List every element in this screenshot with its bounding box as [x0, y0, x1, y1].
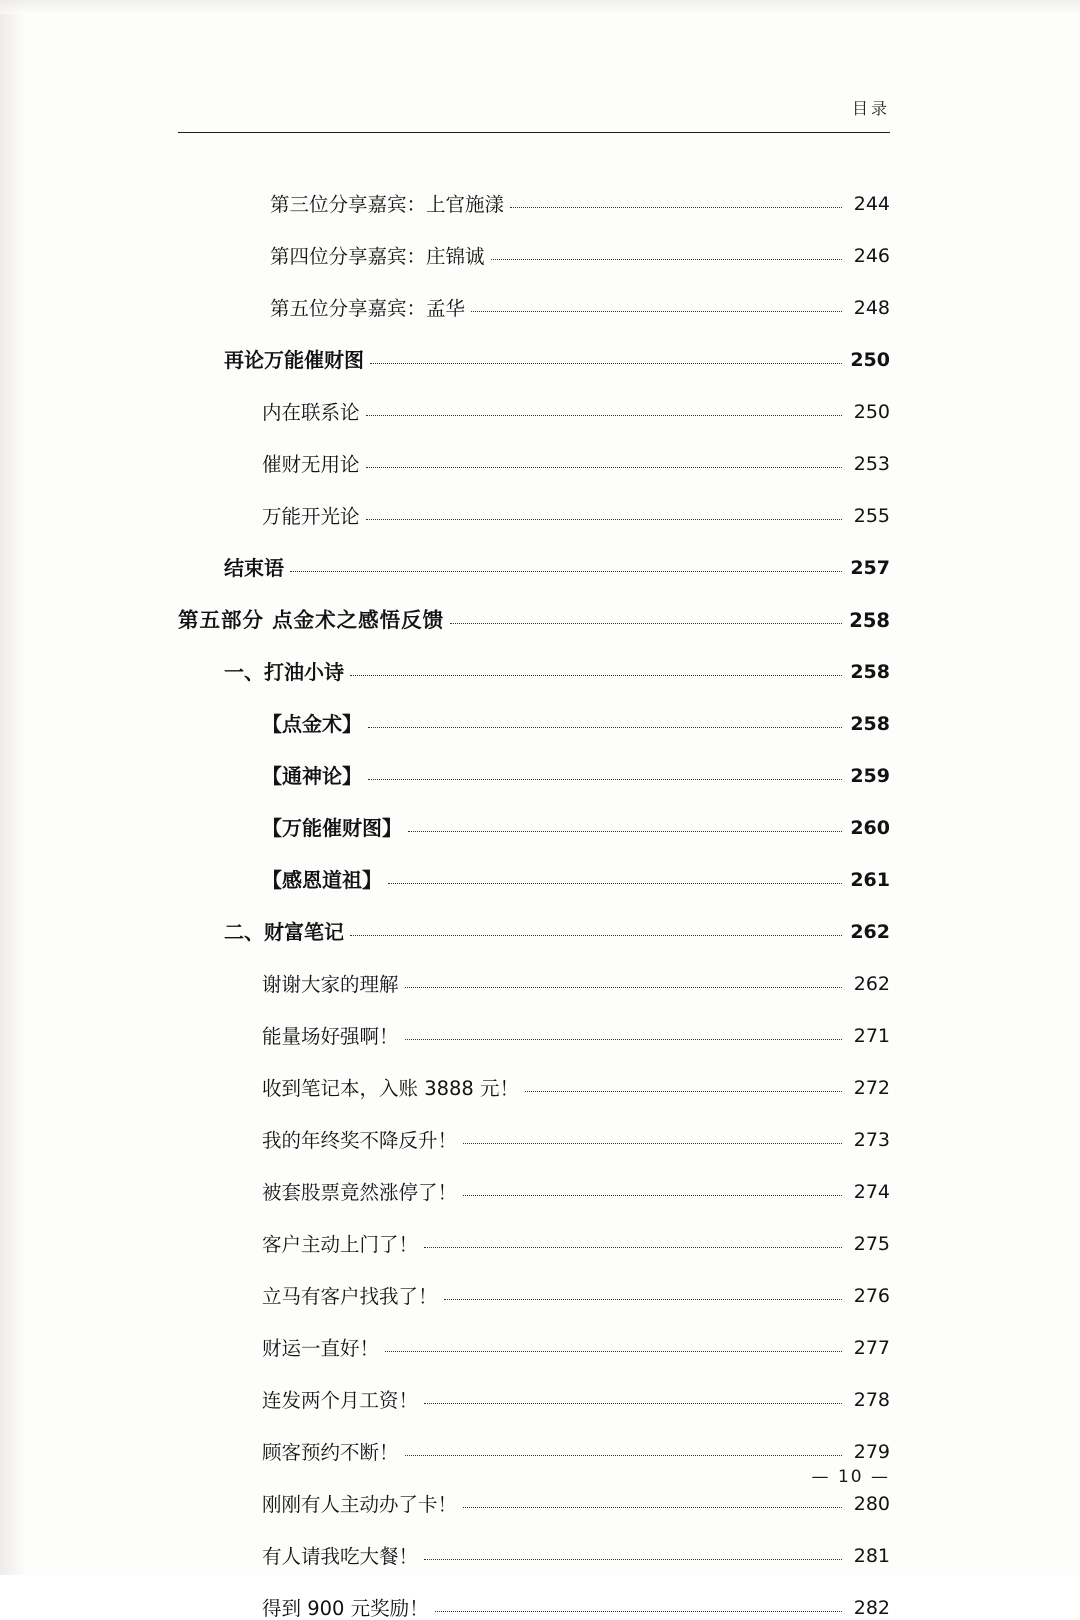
- toc-leader-dots: [424, 1393, 842, 1404]
- toc-entry-page: 262: [850, 921, 890, 943]
- toc-leader-dots: [368, 717, 842, 728]
- toc-entry[interactable]: [178, 578, 890, 630]
- scan-edge-left: [0, 0, 26, 1575]
- toc-entry[interactable]: [178, 1098, 890, 1150]
- toc-entry-page: 260: [850, 817, 890, 839]
- toc-entry-page: 262: [853, 973, 890, 995]
- toc-leader-dots: [463, 1133, 842, 1144]
- toc-entry[interactable]: [178, 474, 890, 526]
- toc-entry-page: 277: [853, 1337, 890, 1359]
- toc-entry-label: 【万能催财图】: [262, 816, 402, 840]
- toc-leader-dots: [491, 249, 842, 260]
- toc-entry-label: 第四位分享嘉宾：庄锦诚: [270, 244, 485, 268]
- toc-entry-page: 250: [853, 401, 890, 423]
- toc-entry[interactable]: [178, 266, 890, 318]
- toc-leader-dots: [525, 1081, 842, 1092]
- toc-entry-label: 谢谢大家的理解: [262, 972, 399, 996]
- toc-leader-dots: [405, 977, 842, 988]
- toc-entry-label: 【感恩道祖】: [262, 868, 382, 892]
- toc-leader-dots: [510, 197, 842, 208]
- toc-leader-dots: [463, 1185, 842, 1196]
- toc-entry-page: 278: [853, 1389, 890, 1411]
- toc-entry[interactable]: [178, 422, 890, 474]
- toc-leader-dots: [385, 1341, 842, 1352]
- toc-entry-label: 万能开光论: [262, 504, 360, 528]
- toc-entry[interactable]: [178, 1566, 890, 1618]
- toc-entry[interactable]: [178, 1358, 890, 1410]
- toc-entry-label: 二、财富笔记: [224, 920, 344, 944]
- toc-entry-label: 能量场好强啊！: [262, 1024, 399, 1048]
- toc-leader-dots: [444, 1289, 842, 1300]
- toc-entry-label: 有人请我吃大餐！: [262, 1544, 419, 1568]
- toc-entry-page: 276: [853, 1285, 890, 1307]
- page-number: — 10 —: [811, 1467, 890, 1487]
- toc-leader-dots: [408, 821, 842, 832]
- toc-entry-label: 我的年终奖不降反升！: [262, 1128, 458, 1152]
- toc-entry-label: 客户主动上门了！: [262, 1232, 419, 1256]
- toc-entry-page: 244: [853, 193, 890, 215]
- toc-leader-dots: [366, 509, 842, 520]
- toc-entry-label: 【通神论】: [262, 764, 362, 788]
- toc-entry-page: 253: [853, 453, 890, 475]
- toc-leader-dots: [463, 1497, 842, 1508]
- toc-entry[interactable]: [178, 1410, 890, 1462]
- toc-entry[interactable]: [178, 734, 890, 786]
- toc-leader-dots: [405, 1029, 842, 1040]
- toc-leader-dots: [368, 769, 842, 780]
- toc-leader-dots: [350, 665, 842, 676]
- toc-entry[interactable]: [178, 1306, 890, 1358]
- toc-leader-dots: [350, 925, 842, 936]
- toc-entry[interactable]: [178, 1150, 890, 1202]
- toc-entry[interactable]: [178, 214, 890, 266]
- toc-entry[interactable]: [178, 1514, 890, 1566]
- toc-entry-label: 第五部分 点金术之感悟反馈: [178, 607, 445, 632]
- toc-entry-label: 顾客预约不断！: [262, 1440, 399, 1464]
- toc-leader-dots: [424, 1549, 842, 1560]
- toc-entry-page: 255: [853, 505, 890, 527]
- toc-leader-dots: [290, 561, 842, 572]
- header-title: 目录: [851, 99, 890, 118]
- toc-entry-page: 261: [850, 869, 890, 891]
- toc-entry-label: 刚刚有人主动办了卡！: [262, 1492, 458, 1516]
- toc-entry[interactable]: [178, 942, 890, 994]
- toc-entry-page: 271: [853, 1025, 890, 1047]
- toc-entry-label: 立马有客户找我了！: [262, 1284, 438, 1308]
- toc-entry-label: 第三位分享嘉宾：上官施漾: [270, 192, 505, 216]
- toc-entry[interactable]: [178, 786, 890, 838]
- table-of-contents: [178, 162, 890, 1618]
- toc-entry-label: 得到 900 元奖励！: [262, 1596, 429, 1620]
- toc-entry-page: 258: [849, 608, 890, 632]
- toc-leader-dots: [435, 1601, 842, 1612]
- toc-entry-page: 248: [853, 297, 890, 319]
- toc-entry[interactable]: [178, 162, 890, 214]
- toc-entry-label: 催财无用论: [262, 452, 360, 476]
- toc-entry-page: 273: [853, 1129, 890, 1151]
- toc-entry[interactable]: [178, 1046, 890, 1098]
- toc-entry-page: 279: [853, 1441, 890, 1463]
- toc-leader-dots: [366, 405, 842, 416]
- toc-entry-page: 246: [853, 245, 890, 267]
- toc-entry-page: 257: [850, 557, 890, 579]
- header-rule: [178, 132, 890, 133]
- toc-entry-label: 内在联系论: [262, 400, 360, 424]
- toc-entry-label: 第五位分享嘉宾：孟华: [270, 296, 466, 320]
- toc-entry-page: 281: [853, 1545, 890, 1567]
- toc-leader-dots: [370, 353, 842, 364]
- toc-leader-dots: [405, 1445, 842, 1456]
- toc-entry-page: 280: [853, 1493, 890, 1515]
- toc-entry[interactable]: [178, 526, 890, 578]
- page-header: [178, 96, 890, 140]
- toc-entry-page: 250: [850, 349, 890, 371]
- toc-entry-page: 258: [850, 661, 890, 683]
- toc-entry-label: 连发两个月工资！: [262, 1388, 419, 1412]
- toc-entry[interactable]: [178, 1202, 890, 1254]
- toc-leader-dots: [366, 457, 842, 468]
- page-content: [178, 96, 890, 1618]
- toc-entry-page: 275: [853, 1233, 890, 1255]
- toc-leader-dots: [450, 613, 842, 624]
- toc-entry-page: 272: [853, 1077, 890, 1099]
- toc-entry[interactable]: [178, 318, 890, 370]
- toc-entry-page: 274: [853, 1181, 890, 1203]
- toc-entry[interactable]: [178, 682, 890, 734]
- toc-entry[interactable]: [178, 370, 890, 422]
- toc-entry[interactable]: [178, 994, 890, 1046]
- toc-entry-label: 被套股票竟然涨停了！: [262, 1180, 458, 1204]
- toc-entry-label: 财运一直好！: [262, 1336, 380, 1360]
- toc-entry-label: 【点金术】: [262, 712, 362, 736]
- toc-entry-page: 282: [853, 1597, 890, 1619]
- toc-leader-dots: [471, 301, 842, 312]
- toc-entry-label: 一、打油小诗: [224, 660, 344, 684]
- toc-entry[interactable]: [178, 890, 890, 942]
- toc-entry-label: 收到笔记本，入账 3888 元！: [262, 1076, 520, 1100]
- scan-edge-top: [0, 0, 1080, 14]
- toc-leader-dots: [388, 873, 842, 884]
- toc-entry-page: 258: [850, 713, 890, 735]
- toc-entry-label: 结束语: [224, 556, 284, 580]
- toc-entry-label: 再论万能催财图: [224, 348, 364, 372]
- toc-leader-dots: [424, 1237, 842, 1248]
- toc-entry-page: 259: [850, 765, 890, 787]
- toc-entry[interactable]: [178, 630, 890, 682]
- toc-entry[interactable]: [178, 838, 890, 890]
- toc-entry[interactable]: [178, 1254, 890, 1306]
